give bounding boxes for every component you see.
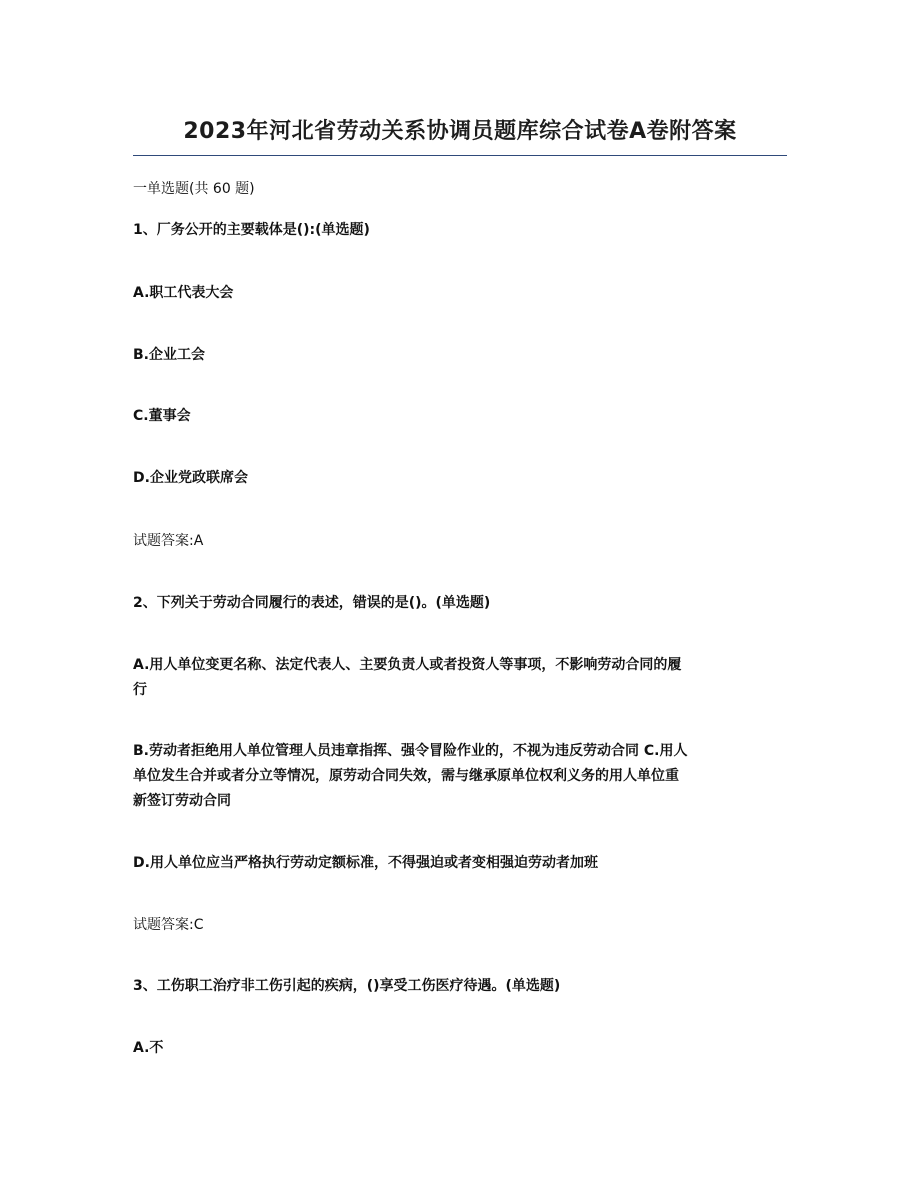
question-1-option-b: B.企业工会 bbox=[133, 347, 205, 363]
question-2-option-bc-line-3: 新签订劳动合同 bbox=[133, 793, 231, 809]
question-1-stem: 1、厂务公开的主要载体是():(单选题) bbox=[133, 222, 370, 238]
question-2-option-a-line-1: A.用人单位变更名称、法定代表人、主要负责人或者投资人等事项，不影响劳动合同的履 bbox=[133, 657, 682, 673]
question-2-stem: 2、下列关于劳动合同履行的表述，错误的是()。(单选题) bbox=[133, 595, 491, 611]
question-2-option-d: D.用人单位应当严格执行劳动定额标准，不得强迫或者变相强迫劳动者加班 bbox=[133, 855, 598, 871]
title-underline bbox=[133, 155, 787, 156]
question-2-option-a-line-2: 行 bbox=[133, 682, 147, 698]
section-heading: 一单选题(共 60 题) bbox=[133, 181, 255, 197]
question-3-stem: 3、工伤职工治疗非工伤引起的疾病，()享受工伤医疗待遇。(单选题) bbox=[133, 978, 561, 994]
document-title: 2023年河北省劳动关系协调员题库综合试卷A卷附答案 bbox=[183, 119, 737, 144]
question-2-option-bc-line-2: 单位发生合并或者分立等情况，原劳动合同失效，需与继承原单位权利义务的用人单位重 bbox=[133, 768, 679, 784]
question-2-option-bc-line-1: B.劳动者拒绝用人单位管理人员违章指挥、强令冒险作业的，不视为违反劳动合同 C.用人 bbox=[133, 743, 688, 759]
question-3-option-a: A.不 bbox=[133, 1040, 164, 1056]
question-1-option-d: D.企业党政联席会 bbox=[133, 470, 248, 486]
question-1-option-a: A.职工代表大会 bbox=[133, 285, 234, 301]
question-2-answer: 试题答案:C bbox=[133, 917, 204, 933]
question-1-answer: 试题答案:A bbox=[133, 533, 204, 549]
question-1-option-c: C.董事会 bbox=[133, 408, 191, 424]
